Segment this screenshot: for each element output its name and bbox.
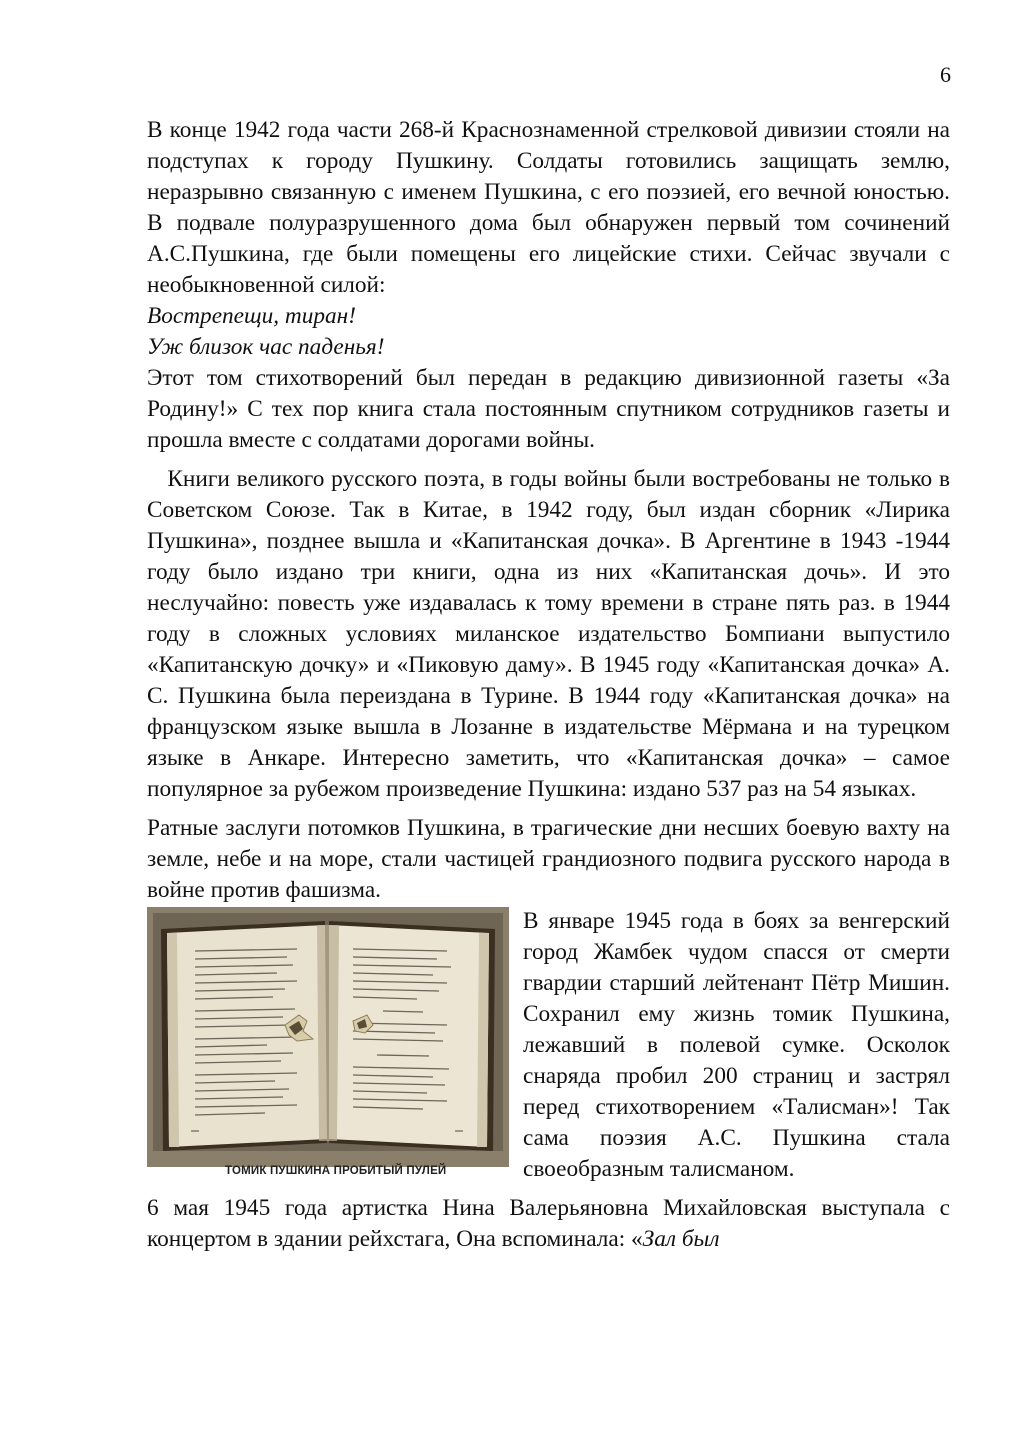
verse-line-1: Вострепещи, тиран! bbox=[147, 303, 356, 329]
page-number: 6 bbox=[940, 62, 951, 87]
paragraph-newspaper: Этот том стихотворений был передан в редакцию дивизионной газеты «За Родину!» С тех пор книга стала постоянным спутником сотрудников газеты и прошла вместе с солдатами дорогами войны. bbox=[147, 365, 950, 453]
paragraph-reichstag-text: 6 мая 1945 года артистка Нина Валерьяновна Михайловская выступала с концертом в здании рейхстага, Она вспоминала: « bbox=[147, 1195, 950, 1252]
verse-line-2: Уж близок час паденья! bbox=[147, 334, 385, 360]
paragraph-reichstag-quote: Зал был bbox=[642, 1226, 720, 1252]
page-body bbox=[147, 115, 956, 1255]
paragraph-descendants: Ратные заслуги потомков Пушкина, в трагические дни несших боевую вахту на земле, небе и на море, стали частицей грандиозного подвига русского народа в войне против фашизма. bbox=[147, 815, 950, 903]
paragraph-foreign-editions: Книги великого русского поэта, в годы войны были востребованы не только в Советском Союзе. Так в Китае, в 1942 году, был издан сборник «Лирика Пушкина», позднее вышла и «Капитанская дочка». В Аргентине в 1943 -1944 году было издано три книги, одна из них «Капитанская дочь». И это неслучайно: повесть уже издавалась к тому времени в стране пять раз. в 1944 году в сложных условиях миланское издательство Бомпиани выпустило «Капитанскую дочку» и «Пиковую даму». В 1945 году «Капитанская дочка» А. С. Пушкина была переиздана в Турине. В 1944 году «Капитанская дочка» на французском языке вышла в Лозанне в издательстве Мёрмана и на турецком языке в Анкаре. Интересно заметить, что «Капитанская дочка» – самое популярное за рубежом произведение Пушкина: издано 537 раз на 54 языках. bbox=[147, 466, 956, 802]
book-photo bbox=[147, 907, 509, 1167]
paragraph-reichstag bbox=[147, 1193, 950, 1255]
book-figure bbox=[147, 907, 509, 1193]
paragraph-siege-pushkin: В конце 1942 года части 268-й Краснознаменной стрелковой дивизии стояли на подступах к городу Пушкину. Солдаты готовились защищать землю, неразрывно связанную с именем Пушкина, с его поэзией, его вечной юностью. В подвале полуразрушенного дома был обнаружен первый том сочинений А.С.Пушкина, где были помещены его лицейские стихи. Сейчас звучали с необыкновенной силой: bbox=[147, 117, 950, 298]
paragraph-mishin: В январе 1945 года в боях за венгерский город Жамбек чудом спасся от смерти гвардии старший лейтенант Пётр Мишин. Сохранил ему жизнь томик Пушкина, лежавший в полевой сумке. Осколок снаряда пробил 200 страниц и застрял перед стихотворением «Талисман»! Так сама поэзия А.С. Пушкина стала своеобразным талисманом. bbox=[523, 908, 950, 1182]
figure-caption: ТОМИК ПУШКИНА ПРОБИТЫЙ ПУЛЕЙ bbox=[225, 1165, 447, 1177]
